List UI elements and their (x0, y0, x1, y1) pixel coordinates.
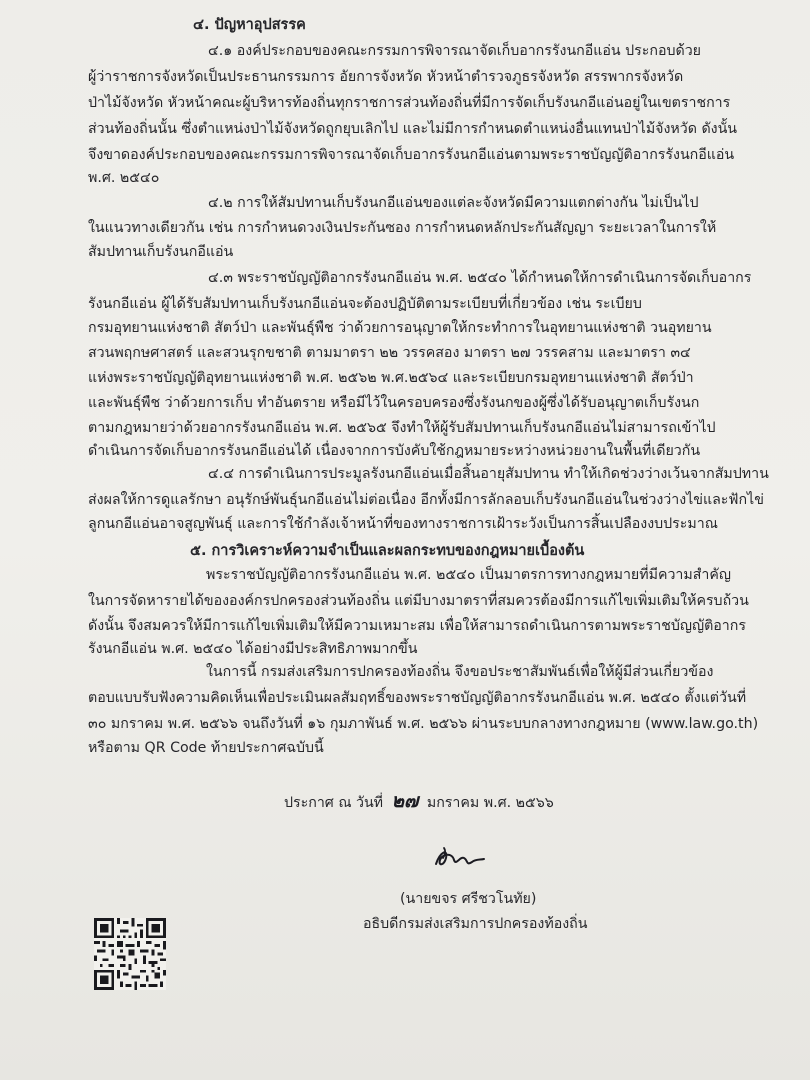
para-5-1-line: พระราชบัญญัติอากรรังนกอีแอ่น พ.ศ. ๒๕๔๐ เป็นมาตรการทางกฎหมายที่มีความสำคัญ (206, 567, 731, 583)
qr-code-icon[interactable] (94, 918, 166, 990)
para-4-1-line: ส่วนท้องถิ่นนั้น ซึ่งตำแหน่งป่าไม้จังหวัดถูกยุบเลิกไป และไม่มีการกำหนดตำแหน่งอื่นแทนป่าไม้จังหวัด ดังนั้น (88, 121, 737, 137)
para-4-1-line: จึงขาดองค์ประกอบของคณะกรรมการพิจารณาจัดเก็บอากรรังนกอีแอ่นตามพระราชบัญญัติอากรรังนกอีแอ่น (88, 147, 735, 163)
para-4-3-line: ตามกฎหมายว่าด้วยอากรรังนกอีแอ่น พ.ศ. ๒๕๖๕ จึงทำให้ผู้รับสัมปทานเก็บรังนกอีแอ่นไม่สามารถเข้าไป (88, 420, 716, 436)
para-4-1-line: ๔.๑ องค์ประกอบของคณะกรรมการพิจารณาจัดเก็บอากรรังนกอีแอ่น ประกอบด้วย (208, 43, 701, 59)
para-4-1-line: พ.ศ. ๒๕๔๐ (88, 170, 160, 186)
announce-suffix: มกราคม พ.ศ. ๒๕๖๖ (426, 795, 554, 811)
para-4-4-line: ลูกนกอีแอ่นอาจสูญพันธุ์ และการใช้กำลังเจ้าหน้าที่ของทางราชการเฝ้าระวังเป็นการสิ้นเปลืองงบประมาณ (88, 516, 718, 532)
para-5-2-line: ๓๐ มกราคม พ.ศ. ๒๕๖๖ จนถึงวันที่ ๑๖ กุมภาพันธ์ พ.ศ. ๒๕๖๖ ผ่านระบบกลางทางกฎหมาย (www.law.go.th) (88, 716, 759, 732)
para-4-3-line: สวนพฤกษศาสตร์ และสวนรุกขชาติ ตามมาตรา ๒๒ วรรคสอง มาตรา ๒๗ วรรคสาม และมาตรา ๓๔ (88, 345, 691, 361)
signer-name: (นายขจร ศรีชวโนทัย) (400, 891, 537, 907)
para-4-2-line: สัมปทานเก็บรังนกอีแอ่น (88, 244, 234, 260)
announce-prefix: ประกาศ ณ วันที่ (284, 795, 384, 811)
para-5-2-line: ในการนี้ กรมส่งเสริมการปกครองท้องถิ่น จึงขอประชาสัมพันธ์เพื่อให้ผู้มีส่วนเกี่ยวข้อง (206, 664, 714, 680)
section-4-heading: ๔. ปัญหาอุปสรรค (193, 17, 306, 33)
announce-day: ๒๗ (391, 790, 419, 812)
para-5-1-line: ในการจัดหารายได้ขององค์กรปกครองส่วนท้องถิ่น แต่มีบางมาตราที่สมควรต้องมีการแก้ไขเพิ่มเติมให้ครบถ้วน (88, 593, 749, 609)
para-4-3-line: และพันธุ์พืช ว่าด้วยการเก็บ ทำอันตราย หรือมีไว้ในครอบครองซึ่งรังนกของผู้ซึ่งได้รับอนุญาตเก็บรังนก (88, 395, 700, 411)
para-4-1-line: ผู้ว่าราชการจังหวัดเป็นประธานกรรมการ อัยการจังหวัด หัวหน้าตำรวจภูธรจังหวัด สรรพากรจังหวัด (88, 69, 684, 85)
para-4-3-line: รังนกอีแอ่น ผู้ได้รับสัมปทานเก็บรังนกอีแอ่นจะต้องปฏิบัติตามระเบียบที่เกี่ยวข้อง เช่น ระเบียบ (88, 296, 642, 312)
para-4-3-line: ดำเนินการจัดเก็บอากรรังนกอีแอ่นได้ เนื่องจากการบังคับใช้กฎหมายระหว่างหน่วยงานในพื้นที่เดียวกัน (88, 443, 701, 459)
para-5-1-line: ดังนั้น จึงสมควรให้มีการแก้ไขเพิ่มเติมให้มีความเหมาะสม เพื่อให้สามารถดำเนินการตามพระราชบัญญัติอากร (88, 618, 746, 634)
para-5-2-line: หรือตาม QR Code ท้ายประกาศฉบับนี้ (88, 740, 324, 756)
para-4-1-line: ป่าไม้จังหวัด หัวหน้าคณะผู้บริหารท้องถิ่นทุกราชการส่วนท้องถิ่นที่มีการจัดเก็บรังนกอีแอ่นอยู่ในเขตราชการ (88, 95, 731, 111)
para-4-4-line: ส่งผลให้การดูแลรักษา อนุรักษ์พันธุ์นกอีแอ่นไม่ต่อเนื่อง อีกทั้งมีการลักลอบเก็บรังนกอีแอ่นในช่วงว่างไข่และฟักไข่ (88, 492, 764, 508)
signer-title: อธิบดีกรมส่งเสริมการปกครองท้องถิ่น (363, 916, 588, 932)
handwritten-signature (430, 842, 490, 872)
para-5-1-line: รังนกอีแอ่น พ.ศ. ๒๕๔๐ ได้อย่างมีประสิทธิภาพมากขึ้น (88, 641, 418, 657)
para-5-2-line: ตอบแบบรับฟังความคิดเห็นเพื่อประเมินผลสัมฤทธิ์ของพระราชบัญญัติอากรรังนกอีแอ่น พ.ศ. ๒๕๔๐ ตั้งแต่วันที่ (88, 690, 747, 706)
para-4-3-line: กรมอุทยานแห่งชาติ สัตว์ป่า และพันธุ์พืช ว่าด้วยการอนุญาตให้กระทำการในอุทยานแห่งชาติ วนอุทยาน (88, 320, 712, 336)
para-4-2-line: ในแนวทางเดียวกัน เช่น การกำหนดวงเงินประกันซอง การกำหนดหลักประกันสัญญา ระยะเวลาในการให้ (88, 220, 717, 236)
announcement-date (284, 791, 554, 813)
para-4-3-line: ๔.๓ พระราชบัญญัติอากรรังนกอีแอ่น พ.ศ. ๒๕๔๐ ได้กำหนดให้การดำเนินการจัดเก็บอากร (208, 270, 752, 286)
para-4-2-line: ๔.๒ การให้สัมปทานเก็บรังนกอีแอ่นของแต่ละจังหวัดมีความแตกต่างกัน ไม่เป็นไป (208, 195, 699, 211)
section-5-heading: ๕. การวิเคราะห์ความจำเป็นและผลกระทบของกฎหมายเบื้องต้น (190, 543, 585, 559)
para-4-3-line: แห่งพระราชบัญญัติอุทยานแห่งชาติ พ.ศ. ๒๕๖๒ พ.ศ.๒๕๖๔ และระเบียบกรมอุทยานแห่งชาติ สัตว์ป่า (88, 370, 694, 386)
para-4-4-line: ๔.๔ การดำเนินการประมูลรังนกอีแอ่นเมื่อสิ้นอายุสัมปทาน ทำให้เกิดช่วงว่างเว้นจากสัมปทาน (208, 466, 769, 482)
